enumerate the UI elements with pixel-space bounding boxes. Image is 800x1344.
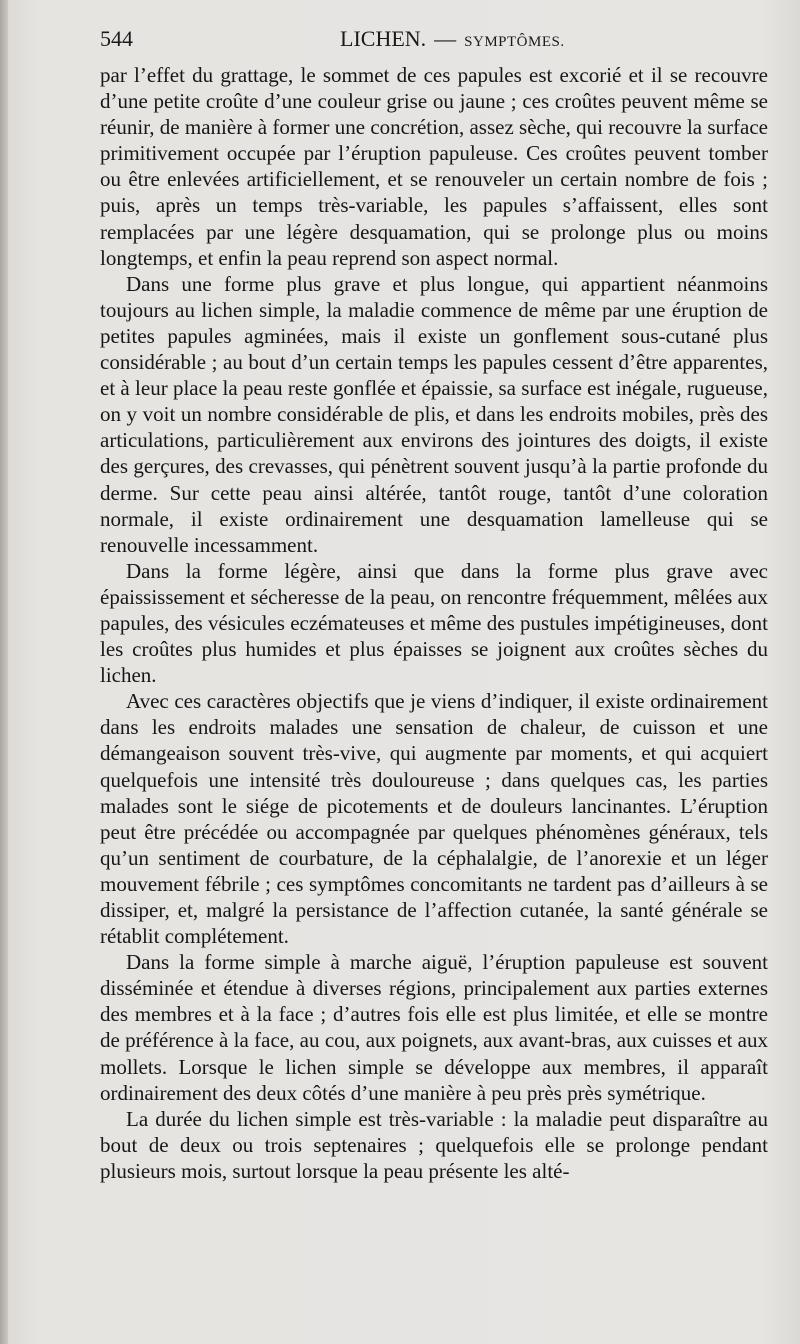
page-binding-edge [0,0,8,1344]
paragraph-continued: par l’effet du grattage, le sommet de ces papules est excorié et il se recouvre d’une petite croûte d’une couleur grise ou jaune ; ces croûtes peuvent même se réunir, de manière à former une concrétion, assez sèche, qui recouvre la surface primitivement occupée par l’éruption papuleuse. Ces croûtes peuvent tomber ou être enlevées artificiellement, et se renouveler un certain nombre de fois ; puis, après un temps très-variable, les papules s’affaissent, elles sont remplacées par une légère desquamation, qui se prolonge plus ou moins longtemps, et enfin la peau reprend son aspect normal. [100,63,768,270]
paragraph-acute-form: Dans la forme simple à marche aiguë, l’éruption papuleuse est souvent disséminée et étendue à diverses régions, principalement aux parties externes des membres et à la face ; d’autres fois elle est plus limitée, et elle se montre de préférence à la face, au cou, aux poignets, aux avant-bras, aux cuisses et aux mollets. Lorsque le lichen simple se développe aux membres, il apparaît ordinairement des deux côtés d’une manière à peu près près symétrique. [100,950,768,1105]
page-number: 544 [100,26,133,51]
page-header [100,26,790,56]
paragraph-light-form: Dans la forme légère, ainsi que dans la forme plus grave avec épaississement et sécheresse de la peau, on rencontre fréquemment, mêlées aux papules, des vésicules eczémateuses et même des pustules impétigineuses, dont les croûtes plus humides et plus épaisses se joignent aux croûtes sèches du lichen. [100,558,768,688]
running-head-section: SYMPTÔMES. [464,34,565,50]
running-head [340,26,565,52]
paragraph-grave-form: Dans une forme plus grave et plus longue, qui appartient néanmoins toujours au lichen simple, la maladie commence de même par une éruption de petites papules agminées, mais il existe un gonflement sous-cutané plus considérable ; au bout d’un certain temps les papules cessent d’être apparentes, et à leur place la peau reste gonflée et épaissie, sa surface est inégale, rugueuse, on y voit un nombre considérable de plis, et dans les endroits mobiles, près des articulations, particulièrement aux environs des jointures des doigts, il existe des gerçures, des crevasses, qui pénètrent souvent jusqu’à la partie profonde du derme. Sur cette peau ainsi altérée, tantôt rouge, tantôt d’une coloration normale, il existe ordinairement une desquamation lamelleuse qui se renouvelle incessamment. [100,271,768,557]
paragraph-duration: La durée du lichen simple est très-variable : la maladie peut disparaître au bout de deux ou trois septenaires ; quelquefois elle se prolonge pendant plusieurs mois, surtout lorsque la peau présente les alté- [100,1106,768,1183]
body-text [100,62,768,1184]
running-head-title: LICHEN. [340,26,427,51]
paragraph-sensations: Avec ces caractères objectifs que je viens d’indiquer, il existe ordinairement dans les endroits malades une sensation de chaleur, de cuisson et une démangeaison souvent très-vive, qui augmente par moments, et qui acquiert quelquefois une intensité très douloureuse ; dans quelques cas, les parties malades sont le siége de picotements et de douleurs lancinantes. L’éruption peut être précédée ou accompagnée par quelques phénomènes généraux, tels qu’un sentiment de courbature, de la céphalalgie, de l’anorexie et un léger mouvement fébrile ; ces symptômes concomitants ne tardent pas d’ailleurs à se dissiper, et, malgré la persistance de l’affection cutanée, la santé générale se rétablit complétement. [100,689,768,949]
running-head-dash: — [434,26,457,51]
